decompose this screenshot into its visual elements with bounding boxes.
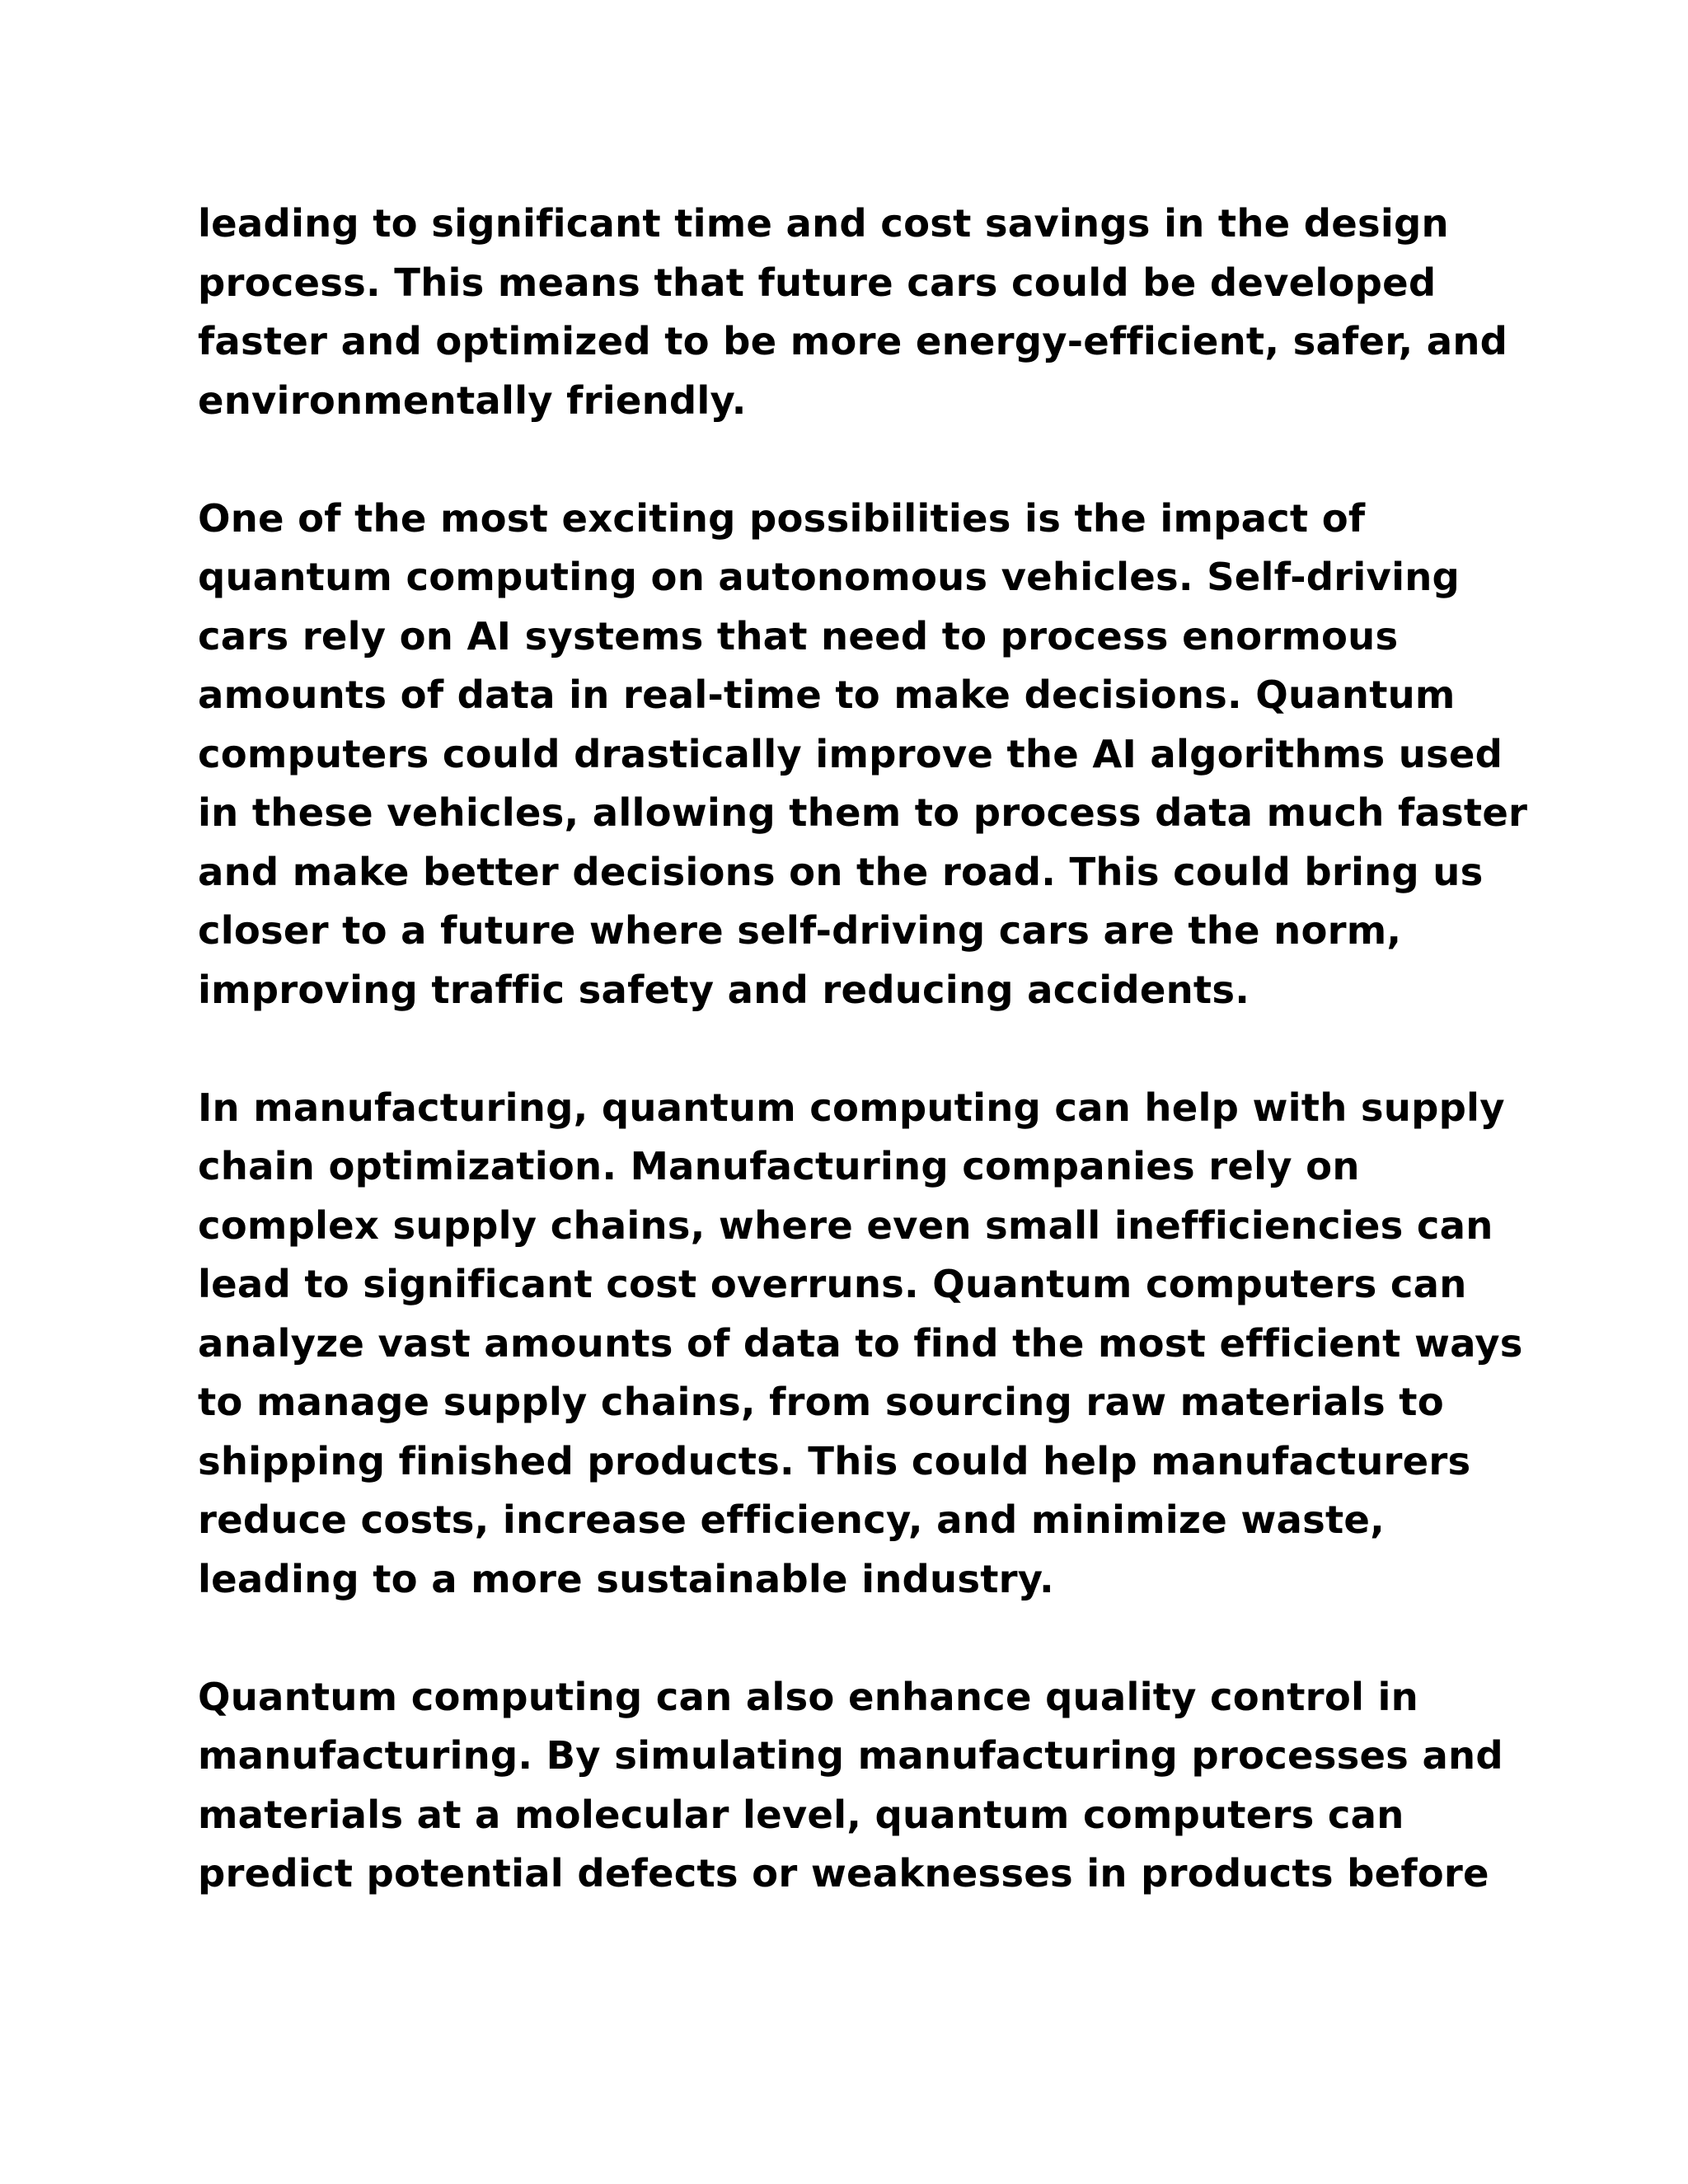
text-line: shipping finished products. This could help manufacturers	[198, 1438, 1471, 1483]
text-line: improving traffic safety and reducing accidents.	[198, 967, 1250, 1012]
text-line: closer to a future where self-driving cars are the norm,	[198, 908, 1402, 953]
text-line: faster and optimized to be more energy-efficient, safer, and	[198, 319, 1508, 363]
text-line: cars rely on AI systems that need to process enormous	[198, 613, 1399, 658]
text-line: complex supply chains, where even small inefficiencies can	[198, 1202, 1493, 1248]
paragraph-design-savings	[198, 194, 1517, 430]
text-line: One of the most exciting possibilities is the impact of	[198, 495, 1366, 541]
text-line: environmentally friendly.	[198, 377, 747, 423]
paragraph-autonomous-vehicles	[198, 490, 1528, 1020]
text-line: and make better decisions on the road. This could bring us	[198, 849, 1484, 894]
text-line: chain optimization. Manufacturing companies rely on	[198, 1144, 1360, 1188]
text-line: quantum computing on autonomous vehicles. Self-driving	[198, 555, 1460, 599]
paragraph-supply-chain	[198, 1079, 1523, 1610]
text-line: In manufacturing, quantum computing can help with supply	[198, 1085, 1505, 1130]
text-line: leading to a more sustainable industry.	[198, 1556, 1054, 1601]
paragraph-quality-control	[198, 1668, 1517, 1904]
text-line: manufacturing. By simulating manufacturing processes and	[198, 1733, 1503, 1778]
text-line: leading to significant time and cost savings in the design	[198, 201, 1449, 246]
text-line: Quantum computing can also enhance quality control in	[198, 1674, 1418, 1719]
text-line: amounts of data in real-time to make decisions. Quantum	[198, 673, 1456, 717]
text-line: predict potential defects or weaknesses in products before	[198, 1851, 1489, 1896]
text-line: reduce costs, increase efficiency, and minimize waste,	[198, 1497, 1385, 1542]
text-line: in these vehicles, allowing them to process data much faster	[198, 790, 1528, 835]
text-line: to manage supply chains, from sourcing raw materials to	[198, 1380, 1444, 1424]
text-line: computers could drastically improve the AI algorithms used	[198, 731, 1503, 776]
text-line: process. This means that future cars could be developed	[198, 260, 1437, 305]
document-body	[198, 194, 1528, 1962]
text-line: analyze vast amounts of data to find the most efficient ways	[198, 1320, 1523, 1366]
text-line: lead to significant cost overruns. Quantum computers can	[198, 1262, 1467, 1306]
text-line: materials at a molecular level, quantum computers can	[198, 1792, 1404, 1837]
